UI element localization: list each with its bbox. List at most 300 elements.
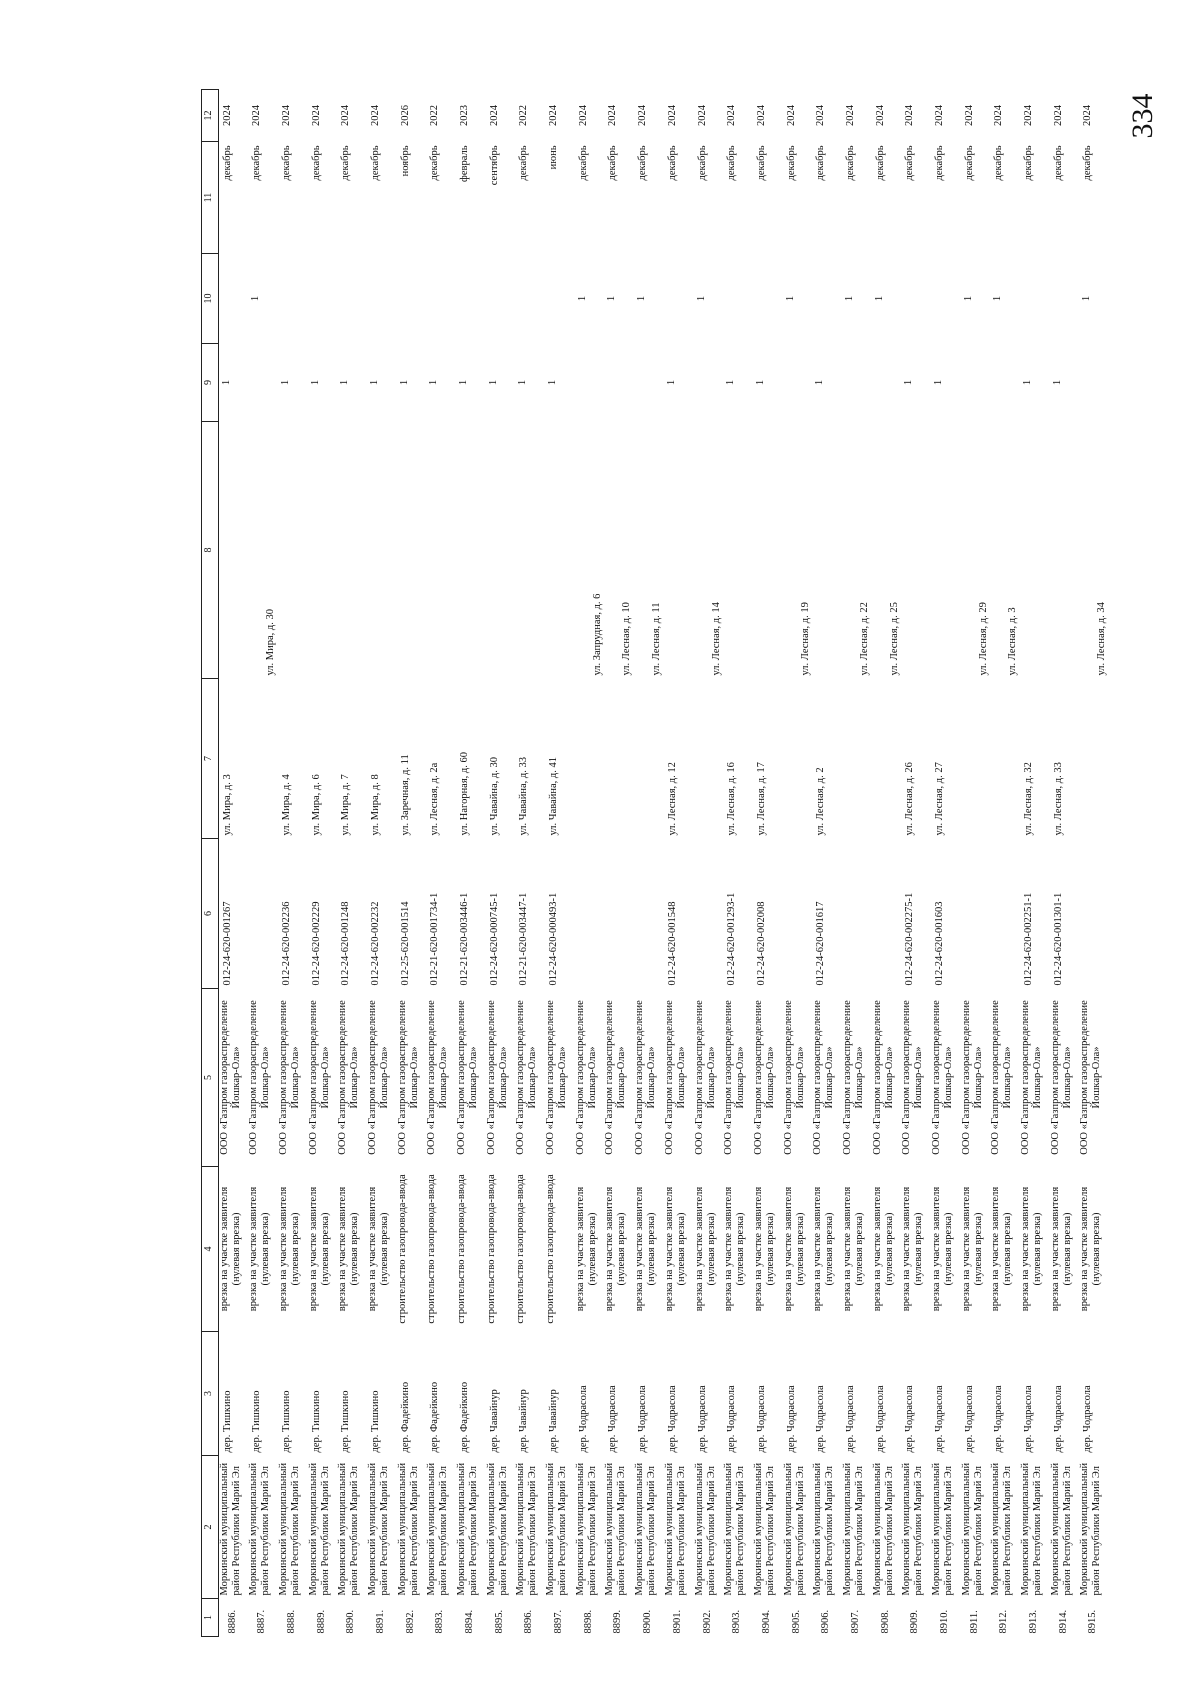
application-code-cell: [694, 839, 724, 989]
district-cell: Моркинский муниципальный район Республики Марий Эл: [1079, 1462, 1103, 1596]
work-type-cell: врезка на участке заявителя (нулевая врезка): [248, 1186, 272, 1312]
application-code-cell: 012-24-620-001293-1: [726, 892, 738, 986]
table-row: [604, 90, 634, 1637]
organization-cell: ООО «Газпром газораспределение Йошкар-Ола»: [634, 1000, 658, 1155]
count-col9-cell: [961, 344, 991, 422]
organization-cell: ООО «Газпром газораспределение Йошкар-Ола»: [248, 1000, 272, 1155]
organization-cell: ООО «Газпром газораспределение Йошкар-Ола»: [782, 1000, 806, 1155]
count-col9-cell: [990, 344, 1020, 422]
locality-cell: дер. Тишкино: [310, 1390, 322, 1453]
district-cell: Моркинский муниципальный район Республики Марий Эл: [604, 1462, 628, 1596]
header-col-12: 12: [202, 90, 219, 142]
work-type-cell: строительство газопровода-ввода: [396, 1174, 408, 1324]
year-cell: 2024: [934, 105, 945, 126]
address-col8-cell: [278, 422, 308, 679]
count-col9-cell: [783, 344, 813, 422]
district-cell: Моркинский муниципальный район Республики Марий Эл: [515, 1462, 539, 1596]
month-cell: декабрь: [755, 145, 767, 181]
application-code-cell: [783, 839, 813, 989]
count-col9-cell: 1: [547, 379, 559, 386]
count-col9-cell: [872, 344, 902, 422]
address-col8-cell: [308, 422, 338, 679]
count-col9-cell: [604, 344, 634, 422]
month-cell: декабрь: [1082, 145, 1094, 181]
count-col10-cell: [456, 254, 486, 344]
month-cell: декабрь: [429, 145, 441, 181]
month-cell: декабрь: [726, 145, 738, 181]
work-type-cell: строительство газопровода-ввода: [485, 1174, 497, 1324]
organization-cell: ООО «Газпром газораспределение Йошкар-Ола»: [219, 1000, 242, 1155]
address-col7-cell: ул. Мира, д. 8: [369, 774, 381, 836]
year-cell: 2024: [726, 105, 738, 126]
row-number: 8894.: [464, 1609, 475, 1634]
count-col9-cell: 1: [309, 379, 321, 386]
address-col7-cell: [961, 679, 991, 839]
table-row: [753, 90, 783, 1637]
row-number: 8907.: [849, 1609, 861, 1634]
address-col8-cell: [901, 422, 931, 679]
locality-cell: дер. Чодрасола: [844, 1385, 856, 1453]
table-row: [219, 90, 249, 1637]
application-code-cell: [961, 839, 991, 989]
year-cell: 2024: [993, 105, 1005, 126]
count-col10-cell: [486, 254, 516, 344]
district-cell: Моркинский муниципальный район Республики Марий Эл: [841, 1462, 865, 1596]
count-col10-cell: [367, 254, 397, 344]
table-row: [337, 90, 367, 1637]
address-col7-cell: [1079, 679, 1109, 839]
address-col8-cell: ул. Лесная, д. 25: [888, 602, 900, 676]
table-row: [278, 90, 308, 1637]
district-cell: Моркинский муниципальный район Республики Марий Эл: [426, 1462, 450, 1596]
count-col9-cell: 1: [458, 379, 469, 386]
address-col8-cell: [1050, 422, 1080, 679]
count-col10-cell: 1: [250, 295, 262, 302]
district-cell: Моркинский муниципальный район Республики Марий Эл: [545, 1462, 569, 1596]
locality-cell: дер. Чодрасола: [666, 1385, 678, 1453]
year-cell: 2024: [637, 105, 649, 126]
application-code-cell: 012-24-620-002275-1: [904, 892, 916, 986]
row-number: 8906.: [820, 1609, 832, 1634]
table-row: [842, 90, 872, 1637]
address-col8-cell: [337, 422, 367, 679]
work-type-cell: врезка на участке заявителя (нулевая врезка): [366, 1186, 390, 1312]
organization-cell: ООО «Газпром газораспределение Йошкар-Ола»: [693, 1000, 717, 1155]
rotated-table-container: [201, 90, 1118, 1637]
locality-cell: дер. Чодрасола: [755, 1385, 767, 1453]
application-code-cell: [872, 839, 902, 989]
address-col7-cell: ул. Лесная, д. 12: [666, 762, 678, 836]
locality-cell: дер. Чодрасола: [874, 1385, 886, 1453]
month-cell: декабрь: [607, 145, 619, 181]
organization-cell: ООО «Газпром газораспределение Йошкар-Ола»: [931, 1000, 954, 1155]
work-type-cell: врезка на участке заявителя (нулевая врезка): [277, 1186, 301, 1312]
month-cell: сентябрь: [488, 145, 500, 186]
count-col10-cell: [397, 254, 427, 344]
count-col10-cell: [278, 254, 308, 344]
count-col10-cell: [664, 254, 694, 344]
address-col8-cell: [219, 422, 249, 679]
row-number: 8915.: [1087, 1609, 1099, 1634]
count-col10-cell: 1: [992, 295, 1004, 302]
row-number: 8900.: [642, 1609, 654, 1634]
count-col10-cell: [901, 254, 931, 344]
page-number: 334: [1126, 93, 1159, 139]
table-row: [1020, 90, 1050, 1637]
header-col-3: 3: [202, 1332, 219, 1456]
count-col9-cell: 1: [754, 379, 766, 386]
table-row: [723, 90, 753, 1637]
year-cell: 2022: [429, 105, 441, 126]
table-row: [397, 90, 427, 1637]
count-col10-cell: [219, 254, 249, 344]
application-code-cell: 012-21-620-001734-1: [429, 892, 441, 986]
district-cell: Моркинский муниципальный район Республики Марий Эл: [1049, 1462, 1073, 1596]
count-col9-cell: 1: [487, 379, 499, 386]
year-cell: 2024: [755, 105, 767, 126]
address-col8-cell: ул. Лесная, д. 3: [1007, 607, 1019, 676]
locality-cell: дер. Фадейкино: [429, 1381, 441, 1453]
district-cell: Моркинский муниципальный район Республики Марий Эл: [307, 1462, 331, 1596]
month-cell: июнь: [548, 145, 560, 170]
locality-cell: дер. Чодрасола: [607, 1385, 619, 1453]
address-col7-cell: [634, 679, 664, 839]
application-code-cell: 012-24-620-001248: [340, 901, 352, 986]
application-code-cell: [604, 839, 634, 989]
year-cell: 2024: [488, 105, 500, 126]
year-cell: 2024: [1023, 105, 1035, 126]
table-row: [901, 90, 931, 1637]
address-col7-cell: [842, 679, 872, 839]
month-cell: декабрь: [577, 145, 589, 181]
organization-cell: ООО «Газпром газораспределение Йошкар-Ола»: [1079, 1000, 1103, 1155]
work-type-cell: врезка на участке заявителя (нулевая врезка): [782, 1186, 806, 1312]
year-cell: 2024: [904, 105, 916, 126]
table-row: [367, 90, 397, 1637]
table-header-row: [202, 90, 219, 1637]
work-type-cell: врезка на участке заявителя (нулевая врезка): [931, 1186, 954, 1312]
organization-cell: ООО «Газпром газораспределение Йошкар-Ола»: [307, 1000, 331, 1155]
count-col9-cell: 1: [725, 379, 737, 386]
row-number: 8886.: [227, 1609, 238, 1634]
row-number: 8888.: [285, 1609, 297, 1634]
count-col10-cell: 1: [962, 295, 974, 302]
year-cell: 2024: [844, 105, 856, 126]
address-col7-cell: ул. Мира, д. 3: [222, 774, 233, 836]
work-type-cell: врезка на участке заявителя (нулевая врезка): [634, 1186, 658, 1312]
application-code-cell: 012-24-620-002236: [280, 901, 292, 986]
work-type-cell: врезка на участке заявителя (нулевая врезка): [1049, 1186, 1073, 1312]
organization-cell: ООО «Газпром газораспределение Йошкар-Ола»: [485, 1000, 509, 1155]
organization-cell: ООО «Газпром газораспределение Йошкар-Ола»: [277, 1000, 301, 1155]
address-col7-cell: ул. Мира, д. 6: [310, 774, 322, 836]
address-col8-cell: [812, 422, 842, 679]
district-cell: Моркинский муниципальный район Республики Марий Эл: [277, 1462, 301, 1596]
count-col9-cell: 1: [517, 379, 529, 386]
table-row: [634, 90, 664, 1637]
row-number: 8911.: [968, 1610, 980, 1634]
address-col7-cell: [783, 679, 813, 839]
count-col9-cell: [575, 344, 605, 422]
work-type-cell: врезка на участке заявителя (нулевая врезка): [219, 1186, 242, 1312]
count-col10-cell: [1050, 254, 1080, 344]
work-type-cell: врезка на участке заявителя (нулевая врезка): [693, 1186, 717, 1312]
count-col9-cell: 1: [814, 379, 826, 386]
address-col8-cell: [486, 422, 516, 679]
count-col10-cell: 1: [606, 295, 618, 302]
table-row: [694, 90, 724, 1637]
row-number: 8903.: [731, 1609, 743, 1634]
count-col10-cell: [426, 254, 456, 344]
address-col7-cell: ул. Лесная, д. 16: [726, 762, 738, 836]
application-code-cell: 012-21-620-003446-1: [459, 892, 470, 986]
year-cell: 2024: [666, 105, 678, 126]
header-col-2: 2: [202, 1456, 219, 1599]
application-code-cell: 012-24-620-001603: [934, 901, 945, 986]
address-col8-cell: [753, 422, 783, 679]
count-col10-cell: 1: [636, 295, 648, 302]
count-col9-cell: 1: [428, 379, 440, 386]
address-col7-cell: ул. Чавайна, д. 30: [488, 757, 500, 836]
table-row: [426, 90, 456, 1637]
locality-cell: дер. Чодрасола: [726, 1385, 738, 1453]
count-col10-cell: [337, 254, 367, 344]
count-col9-cell: [694, 344, 724, 422]
application-code-cell: [248, 839, 278, 989]
address-col7-cell: ул. Лесная, д. 33: [1052, 762, 1064, 836]
year-cell: 2026: [399, 105, 411, 126]
header-col-10: 10: [202, 254, 219, 344]
district-cell: Моркинский муниципальный район Республики Марий Эл: [812, 1462, 836, 1596]
table-row: [486, 90, 516, 1637]
count-col10-cell: [931, 254, 961, 344]
count-col10-cell: 1: [1081, 295, 1093, 302]
district-cell: Моркинский муниципальный район Республики Марий Эл: [248, 1462, 272, 1596]
work-type-cell: врезка на участке заявителя (нулевая врезка): [663, 1186, 687, 1312]
work-type-cell: врезка на участке заявителя (нулевая врезка): [752, 1186, 776, 1312]
year-cell: 2024: [251, 105, 263, 126]
locality-cell: дер. Чодрасола: [1023, 1385, 1035, 1453]
district-cell: Моркинский муниципальный район Республики Марий Эл: [990, 1462, 1014, 1596]
month-cell: декабрь: [874, 145, 886, 181]
work-type-cell: строительство газопровода-ввода: [426, 1174, 438, 1324]
district-cell: Моркинский муниципальный район Республики Марий Эл: [752, 1462, 776, 1596]
organization-cell: ООО «Газпром газораспределение Йошкар-Ола»: [545, 1000, 569, 1155]
row-number: 8887.: [256, 1609, 268, 1634]
locality-cell: дер. Тишкино: [280, 1390, 292, 1453]
address-col7-cell: [604, 679, 634, 839]
header-col-8: 8: [202, 422, 219, 679]
address-col7-cell: ул. Лесная, д. 27: [934, 762, 945, 836]
count-col9-cell: 1: [398, 379, 410, 386]
locality-cell: дер. Чодрасола: [577, 1385, 589, 1453]
month-cell: декабрь: [666, 145, 678, 181]
table-row: [961, 90, 991, 1637]
locality-cell: дер. Тишкино: [340, 1390, 352, 1453]
application-code-cell: 012-24-620-001301-1: [1052, 892, 1064, 986]
table-row: [990, 90, 1020, 1637]
locality-cell: дер. Чодрасола: [1052, 1385, 1064, 1453]
row-number: 8890.: [345, 1609, 357, 1634]
month-cell: декабрь: [904, 145, 916, 181]
count-col10-cell: [812, 254, 842, 344]
work-type-cell: врезка на участке заявителя (нулевая врезка): [871, 1186, 895, 1312]
count-col10-cell: 1: [843, 295, 855, 302]
district-cell: Моркинский муниципальный район Республики Марий Эл: [901, 1462, 925, 1596]
district-cell: Моркинский муниципальный район Республики Марий Эл: [456, 1462, 479, 1596]
locality-cell: дер. Чодрасола: [904, 1385, 916, 1453]
row-number: 8897.: [553, 1609, 565, 1634]
year-cell: 2024: [815, 105, 827, 126]
month-cell: декабрь: [518, 145, 530, 181]
month-cell: декабрь: [340, 145, 352, 181]
application-code-cell: [575, 839, 605, 989]
district-cell: Моркинский муниципальный район Республики Марий Эл: [931, 1462, 954, 1596]
application-code-cell: [1079, 839, 1109, 989]
table-body: [219, 90, 1110, 1637]
month-cell: декабрь: [280, 145, 292, 181]
count-col10-cell: 1: [576, 295, 588, 302]
row-number: 8910.: [939, 1609, 950, 1634]
count-col9-cell: 1: [665, 379, 677, 386]
district-cell: Моркинский муниципальный район Республики Марий Эл: [337, 1462, 361, 1596]
address-col7-cell: ул. Лесная, д. 17: [755, 762, 767, 836]
year-cell: 2024: [340, 105, 352, 126]
work-type-cell: врезка на участке заявителя (нулевая врезка): [901, 1186, 925, 1312]
address-col8-cell: ул. Лесная, д. 10: [621, 602, 633, 676]
address-col7-cell: [575, 679, 605, 839]
month-cell: декабрь: [251, 145, 263, 181]
organization-cell: ООО «Газпром газораспределение Йошкар-Ола»: [1049, 1000, 1073, 1155]
locality-cell: дер. Чодрасола: [963, 1385, 975, 1453]
address-col7-cell: ул. Нагорная, д. 60: [459, 751, 470, 836]
row-number: 8914.: [1057, 1609, 1069, 1634]
year-cell: 2022: [518, 105, 530, 126]
year-cell: 2024: [607, 105, 619, 126]
application-code-cell: 012-24-620-001548: [666, 901, 678, 986]
address-col8-cell: [1020, 422, 1050, 679]
count-col9-cell: [248, 344, 278, 422]
month-cell: декабрь: [963, 145, 975, 181]
count-col9-cell: 1: [903, 379, 915, 386]
organization-cell: ООО «Газпром газораспределение Йошкар-Ола»: [366, 1000, 390, 1155]
locality-cell: дер. Чавайнур: [548, 1389, 560, 1453]
table-row: [783, 90, 813, 1637]
organization-cell: ООО «Газпром газораспределение Йошкар-Ола»: [812, 1000, 836, 1155]
table-row: [812, 90, 842, 1637]
organization-cell: ООО «Газпром газораспределение Йошкар-Ола»: [990, 1000, 1014, 1155]
address-col8-cell: [931, 422, 961, 679]
organization-cell: ООО «Газпром газораспределение Йошкар-Ола»: [841, 1000, 865, 1155]
locality-cell: дер. Фадейкино: [399, 1381, 411, 1453]
header-col-7: 7: [202, 679, 219, 839]
address-col8-cell: [664, 422, 694, 679]
header-col-11: 11: [202, 142, 219, 254]
year-cell: 2024: [696, 105, 708, 126]
table-row: [931, 90, 961, 1637]
application-code-cell: 012-24-620-000745-1: [488, 892, 500, 986]
month-cell: ноябрь: [399, 145, 411, 177]
organization-cell: ООО «Газпром газораспределение Йошкар-Ола»: [723, 1000, 747, 1155]
header-col-5: 5: [202, 989, 219, 1167]
count-col10-cell: [1020, 254, 1050, 344]
address-col7-cell: ул. Чавайна, д. 41: [548, 757, 560, 836]
work-type-cell: врезка на участке заявителя (нулевая врезка): [1079, 1186, 1103, 1312]
work-type-cell: врезка на участке заявителя (нулевая врезка): [723, 1186, 747, 1312]
work-type-cell: врезка на участке заявителя (нулевая врезка): [812, 1186, 836, 1312]
table-row: [872, 90, 902, 1637]
year-cell: 2024: [369, 105, 381, 126]
work-type-cell: врезка на участке заявителя (нулевая врезка): [337, 1186, 361, 1312]
table-row: [515, 90, 545, 1637]
header-col-6: 6: [202, 839, 219, 989]
address-col8-cell: [515, 422, 545, 679]
count-col9-cell: 1: [1022, 379, 1034, 386]
row-number: 8902.: [701, 1609, 713, 1634]
locality-cell: дер. Чодрасола: [934, 1385, 945, 1453]
organization-cell: ООО «Газпром газораспределение Йошкар-Ола»: [426, 1000, 450, 1155]
month-cell: декабрь: [1052, 145, 1064, 181]
locality-cell: дер. Чодрасола: [637, 1385, 649, 1453]
application-code-cell: 012-24-620-000493-1: [548, 892, 560, 986]
row-number: 8895.: [493, 1609, 505, 1634]
district-cell: Моркинский муниципальный район Республики Марий Эл: [871, 1462, 895, 1596]
month-cell: декабрь: [637, 145, 649, 181]
district-cell: Моркинский муниципальный район Республики Марий Эл: [1020, 1462, 1044, 1596]
year-cell: 2023: [459, 105, 470, 126]
year-cell: 2024: [577, 105, 589, 126]
district-cell: Моркинский муниципальный район Республики Марий Эл: [782, 1462, 806, 1596]
locality-cell: дер. Чодрасола: [696, 1385, 708, 1453]
month-cell: декабрь: [993, 145, 1005, 181]
header-col-1: 1: [202, 1599, 219, 1637]
count-col9-cell: 1: [221, 379, 232, 386]
address-col7-cell: ул. Лесная, д. 26: [904, 762, 916, 836]
locality-cell: дер. Чодрасола: [1082, 1385, 1094, 1453]
address-col8-cell: ул. Лесная, д. 14: [710, 602, 722, 676]
address-col8-cell: ул. Лесная, д. 11: [651, 602, 663, 676]
month-cell: февраль: [459, 145, 470, 182]
header-col-4: 4: [202, 1167, 219, 1332]
month-cell: декабрь: [696, 145, 708, 181]
registry-table: [201, 89, 1109, 1637]
row-number: 8891.: [374, 1609, 386, 1634]
address-col8-cell: ул. Лесная, д. 19: [799, 602, 811, 676]
row-number: 8892.: [404, 1609, 416, 1634]
row-number: 8898.: [582, 1609, 594, 1634]
year-cell: 2024: [310, 105, 322, 126]
address-col8-cell: ул. Запрудная, д. 6: [591, 593, 603, 676]
count-col10-cell: [753, 254, 783, 344]
count-col10-cell: [308, 254, 338, 344]
count-col9-cell: [1079, 344, 1109, 422]
address-col7-cell: [872, 679, 902, 839]
district-cell: Моркинский муниципальный район Республики Марий Эл: [366, 1462, 390, 1596]
application-code-cell: 012-24-620-002232: [369, 901, 381, 986]
organization-cell: ООО «Газпром газораспределение Йошкар-Ола»: [574, 1000, 598, 1155]
table-row: [456, 90, 486, 1637]
table-row: [664, 90, 694, 1637]
work-type-cell: врезка на участке заявителя (нулевая врезка): [841, 1186, 865, 1312]
application-code-cell: 012-24-620-001267: [222, 901, 233, 986]
locality-cell: дер. Тишкино: [369, 1390, 381, 1453]
district-cell: Моркинский муниципальный район Республики Марий Эл: [663, 1462, 687, 1596]
row-number: 8901.: [671, 1609, 683, 1634]
application-code-cell: 012-25-620-001514: [399, 901, 411, 986]
organization-cell: ООО «Газпром газораспределение Йошкар-Ола»: [604, 1000, 628, 1155]
row-number: 8904.: [760, 1609, 772, 1634]
table-row: [308, 90, 338, 1637]
